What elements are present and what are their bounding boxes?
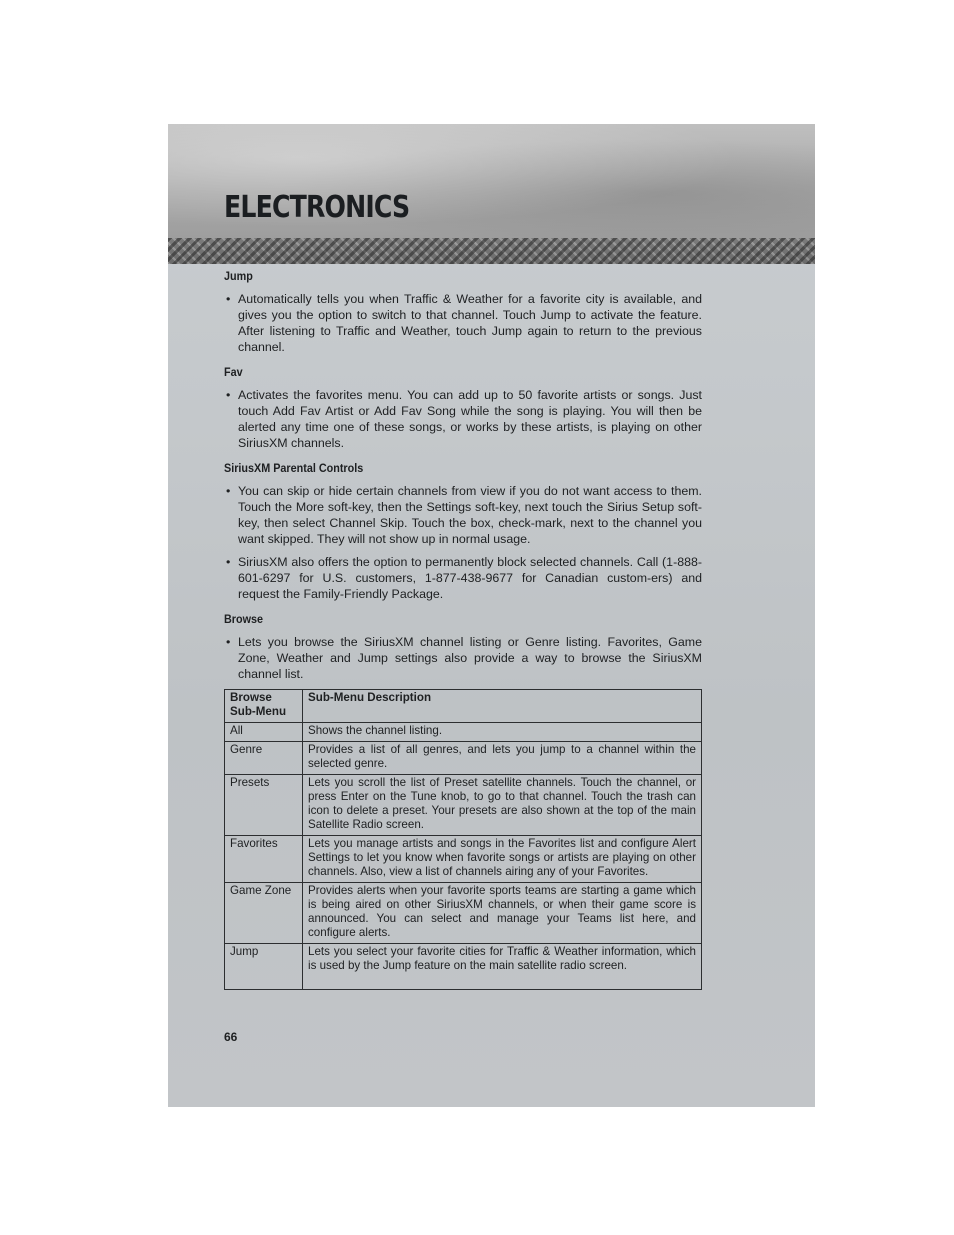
fav-heading: Fav: [224, 365, 243, 379]
submenu-name: All: [225, 723, 303, 742]
fav-bullet: [224, 387, 702, 451]
manual-page: [168, 124, 815, 1107]
browse-heading: Browse: [224, 612, 264, 626]
table-header-row: [225, 690, 702, 723]
parental-controls-heading: SiriusXM Parental Controls: [224, 461, 364, 475]
page-number: 66: [224, 1030, 238, 1044]
table-row: [225, 883, 702, 944]
browse-submenu-table: [224, 689, 702, 990]
tread-pattern-band: [168, 238, 815, 264]
submenu-description: Provides alerts when your favorite sports teams are starting a game which is being aired on other SiriusXM channels, or when their game score is announced. You can select and manage your Teams list here, and configure alerts.: [303, 883, 702, 944]
table-row: [225, 723, 702, 742]
bullet-dot: •: [226, 555, 231, 569]
table-row: [225, 742, 702, 775]
table-row: [225, 944, 702, 990]
bullet-dot: •: [226, 292, 231, 306]
submenu-name: Genre: [225, 742, 303, 775]
section-title: ELECTRONICS: [224, 190, 410, 225]
submenu-name: Presets: [225, 775, 303, 836]
header-description: Sub-Menu Description: [303, 690, 702, 723]
bullet-text: Lets you browse the SiriusXM channel listing or Genre listing. Favorites, Game Zone, Weather and Jump settings also provide a way to browse the SiriusXM channel list.: [238, 635, 702, 681]
table-row: [225, 836, 702, 883]
browse-bullet: [224, 634, 702, 682]
submenu-description: Provides a list of all genres, and lets you jump to a channel within the selected genre.: [303, 742, 702, 775]
parental-bullet-skip: [224, 483, 702, 547]
table-row: [225, 775, 702, 836]
page-content: [224, 268, 702, 990]
submenu-name: Favorites: [225, 836, 303, 883]
bullet-dot: •: [226, 484, 231, 498]
parental-bullet-block: [224, 554, 702, 602]
submenu-description: Shows the channel listing.: [303, 723, 702, 742]
bullet-text: You can skip or hide certain channels from view if you do not want access to them. Touch the More soft-key, then the Settings soft-key, next touch the Sirius Setup soft-key, then select Channel Skip. Touch the box, check-mark, next to the channel you want skipped. They will not show up in normal usage.: [238, 484, 702, 546]
jump-bullet: [224, 291, 702, 355]
bullet-text: Automatically tells you when Traffic & Weather for a favorite city is available, and gives you the option to switch to that channel. Touch Jump to activate the feature. After listening to Traffic and Weather, touch Jump again to return to the previous channel.: [238, 292, 702, 354]
submenu-name: Game Zone: [225, 883, 303, 944]
submenu-name: Jump: [225, 944, 303, 990]
bullet-dot: •: [226, 635, 231, 649]
submenu-description: Lets you scroll the list of Preset satellite channels. Touch the channel, or press Enter on the Tune knob, to go to that channel. Touch the trash can icon to delete a preset. Your presets are also shown at the top of the main Satellite Radio screen.: [303, 775, 702, 836]
bullet-dot: •: [226, 388, 231, 402]
header-submenu: Browse Sub-Menu: [225, 690, 303, 723]
section-header: [168, 124, 815, 238]
bullet-text: Activates the favorites menu. You can add up to 50 favorite artists or songs. Just touch Add Fav Artist or Add Fav Song while the song is playing. You will then be alerted any time one of these songs, or works by these artists, is playing on other SiriusXM channels.: [238, 388, 702, 450]
submenu-description: Lets you manage artists and songs in the Favorites list and configure Alert Settings to let you know when favorite songs or artists are playing on other channels. Also, view a list of channels airing any of your Favorites.: [303, 836, 702, 883]
bullet-text: SiriusXM also offers the option to permanently block selected channels. Call (1-888-601-6297 for U.S. customers, 1-877-438-9677 for Canadian custom-ers) and request the Family-Friendly Package.: [238, 555, 702, 601]
submenu-description: Lets you select your favorite cities for Traffic & Weather information, which is used by the Jump feature on the main satellite radio screen.: [303, 944, 702, 990]
jump-heading: Jump: [224, 269, 253, 283]
